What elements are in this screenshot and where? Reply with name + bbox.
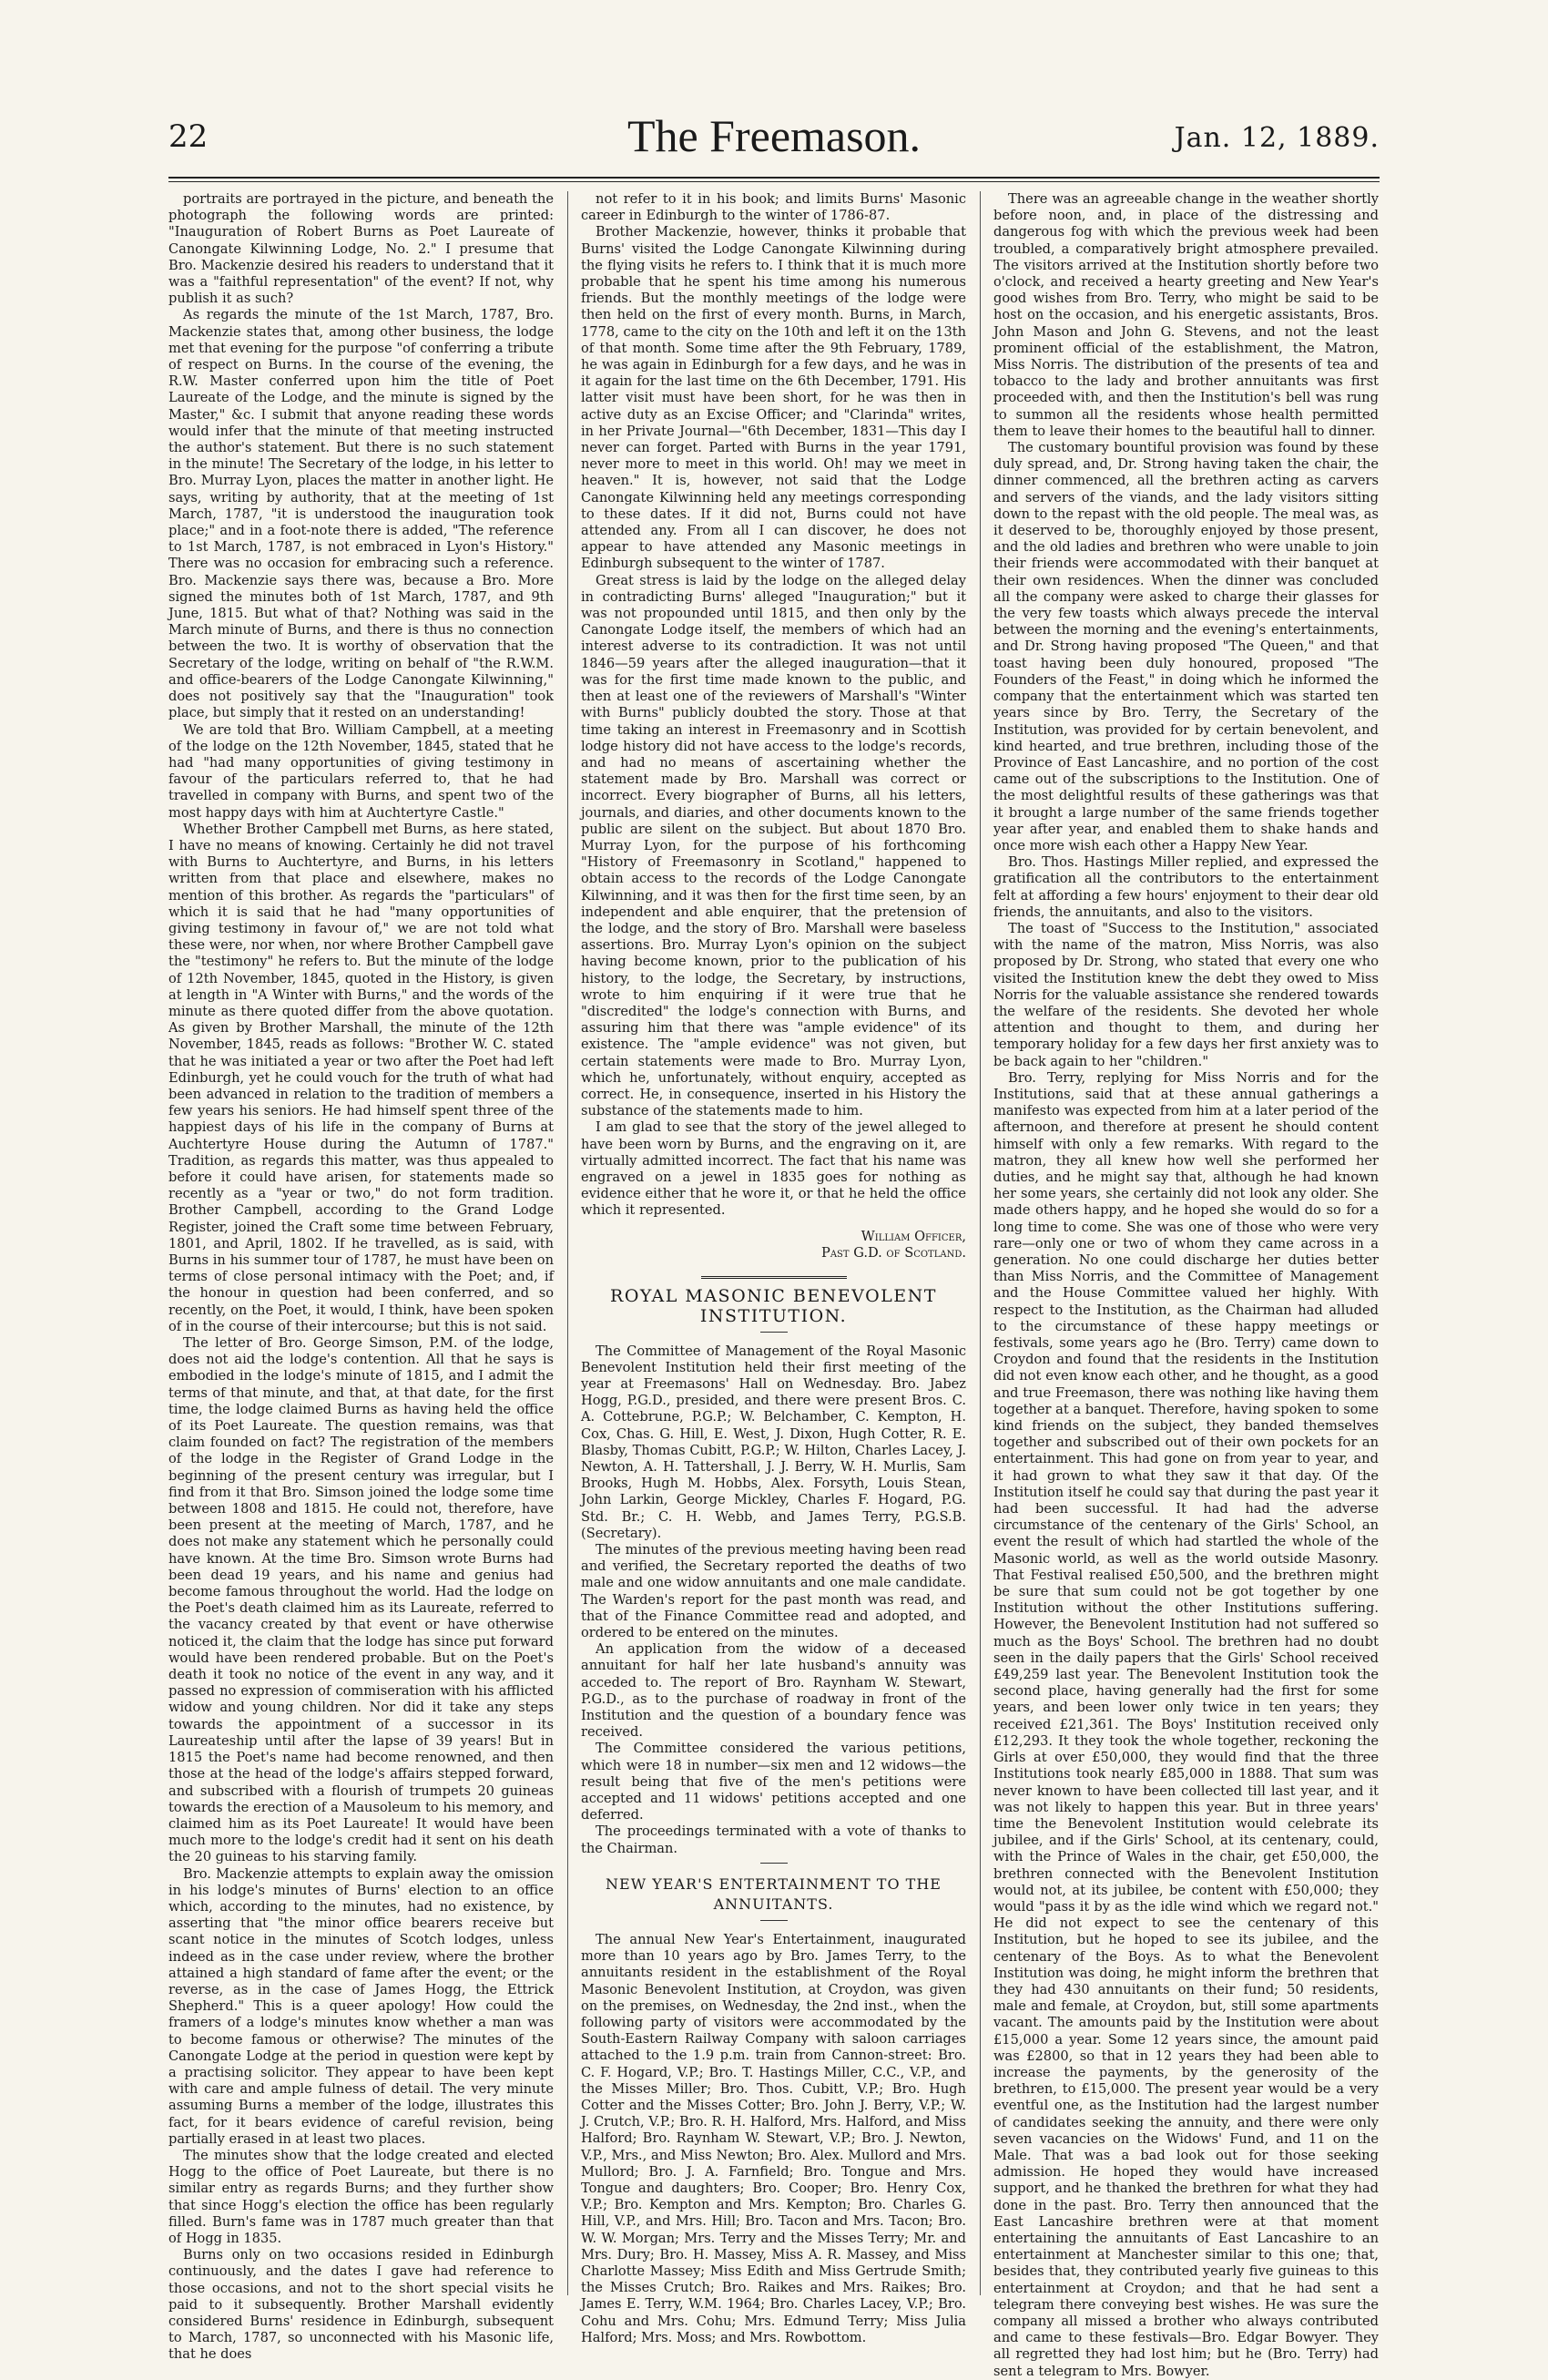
paragraph: An application from the widow of a deceased annuitant for half her late husband's annuity was acceded to. The report of Bro. Raynham W. Stewart, P.G.D., as to the purchase of roadway in front of the Institution and the question of a boundary fence was received.	[581, 1641, 966, 1741]
masthead	[168, 109, 1380, 173]
paragraph: Bro. Terry, replying for Miss Norris and for the Institutions, said that at these annual gatherings a manifesto was expected from him at a later period of the afternoon, and therefore at present he should content himself with only a few remarks. With regard to the matron, they all knew how well she performed her duties, and he might say that, although he had known her some years, she certainly did not look any older. She made others happy, and he hoped she would do so for a long time to come. She was one of those who were very rare—only one or two of whom they came across in a generation. No one could discharge her duties better than Miss Norris, and the Committee of Management and the House Committee valued her highly. With respect to the Institution, as the Chairman had alluded to the circumstance of these happy meetings or festivals, some years ago he (Bro. Terry) came down to Croydon and found that the residents in the Institution did not even know each other, and he thought, as a good and true Freemason, there was nothing like having them together at a banquet. Therefore, having spoken to some kind friends on the subject, they banded themselves together and subscribed out of their own pockets for an entertainment. This had gone on from year to year, and it had grown to what they saw it that day. Of the Institution itself he could say that during the past year it had been successful. It had had the adverse circumstance of the centenary of the Girls' School, an event the result of which had startled the whole of the Masonic world, as well as the world outside Masonry. That Festival realised £50,500, and the brethren might be sure that sum could not be got together by one Institution without the other Institutions suffering. However, the Benevolent Institution had not suffered so much as the Boys' School. The brethren had no doubt seen in the daily papers that the Girls' School received £49,259 last year. The Benevolent Institution took the second place, having generally had the first for some years, and been lower only twice in ten years; they received £21,361. The Boys' Institution received only £12,293. It they took the whole together, reckoning the Girls at over £50,000, they would find that the three Institutions took nearly £85,000 in 1888. That sum was never known to have been collected till last year, and it was not likely to happen this year. But in three years' time the Benevolent Institution would celebrate its jubilee, and if the Girls' School, at its centenary, could, with the Prince of Wales in the chair, get £50,000, the brethren connected with the Benevolent Institution would not, at its jubilee, be content with £50,000; they would "pass it by as the idle wind which we regard not." He did not expect to see the centenary of this Institution, but he hoped to see its jubilee, and the centenary of the Boys. As to what the Benevolent Institution was doing, he might inform the brethren that they had 430 annuitants on their fund; 50 residents, male and female, at Croydon, but, still some apartments vacant. The amounts paid by the Institution were about £15,000 a year. Some 12 years since, the amount paid was £2800, so that in 12 years they had been able to increase the payments, by the generosity of the brethren, to £15,000. The present year would be a very eventful one, as the Institution had the largest number of candidates seeking the annuity, and there were only seven vacancies on the Widows' Fund, and 11 on the Male. That was a bad look out for those seeking admission. He hoped they would have increased support, and he thanked the brethren for what they had done in the past. Bro. Terry then announced that the East Lancashire brethren were at that moment entertaining the annuitants of East Lancashire to an entertainment at Manchester similar to this one; that, besides that, they contributed yearly five guineas to this entertainment at Croydon; and that he had sent a telegram there conveying best wishes. He was sure the company all missed a brother who always contributed and came to these festivals—Bro. Edgar Bowyer. They all regretted they had lost him; but he (Bro. Terry) had sent a telegram to Mrs. Bowyer.	[993, 1069, 1379, 2379]
page-number: 22	[168, 118, 209, 155]
heading-rule	[760, 1332, 788, 1333]
column-3	[993, 191, 1379, 2379]
rmbi-heading: ROYAL MASONIC BENEVOLENT INSTITUTION.	[610, 1285, 937, 1326]
paragraph: Whether Brother Campbell met Burns, as here stated, I have no means of knowing. Certainly he did not travel with Burns to Auchtertyre, and Burns, in his letters written from that place and elsewhere, makes no mention of this brother. As regards the "particulars" of which it is said that he had "many opportunities of giving testimony in favour of," we are not told what these were, nor when, nor where Brother Campbell gave the "testimony" he refers to. But the minute of the lodge of 12th November, 1845, quoted in the History, is given at length in "A Winter with Burns," and the words of the minute as there quoted differ from the above quotation. As given by Brother Marshall, the minute of the 12th November, 1845, reads as follows: "Brother W. C. stated that he was initiated a year or two after the Poet had left Edinburgh, yet he could vouch for the truth of what had been advanced in relation to the tradition of members a few years his seniors. He had himself spent three of the happiest days of his life in the company of Burns at Auchtertyre House during the Autumn of 1787." Tradition, as regards this matter, was thus appealed to before it could have arisen, for statements made so recently as a "year or two," do not form tradition. Brother Campbell, according to the Grand Lodge Register, joined the Craft some time between February, 1801, and April, 1802. If he travelled, as is said, with Burns in his summer tour of 1787, he must have been on terms of close personal intimacy with the Poet; and, if the honour in question had been conferred, and so recently, on the Poet, it would, I think, have been spoken of in the course of their intercourse; but this is not said.	[168, 821, 554, 1334]
paragraph: The Committee of Management of the Royal Masonic Benevolent Institution held their first meeting of the year at Freemasons' Hall on Wednesday. Bro. Jabez Hogg, P.G.D., presided, and there were present Bros. C. A. Cottebrune, P.G.P.; W. Belchamber, C. Kempton, H. Cox, Chas. G. Hill, E. West, J. Dixon, Hugh Cotter, R. E. Blasby, Thomas Cubitt, P.G.P.; W. Hilton, Charles Lacey, J. Newton, A. H. Tattershall, J. J. Berry, W. H. Murlis, Sam Brooks, Hugh M. Hobbs, Alex. Forsyth, Louis Stean, John Larkin, George Mickley, Charles F. Hogard, P.G. Std. Br.; C. H. Webb, and James Terry, P.G.S.B. (Secretary).	[581, 1343, 966, 1541]
paragraph: portraits are portrayed in the picture, and beneath the photograph the following words are printed: "Inauguration of Robert Burns as Poet Laureate of Canongate Kilwinning Lodge, No. 2." I presume that Bro. Mackenzie desired his readers to understand that it was a "faithful representation" of the event? If not, why publish it as such?	[168, 191, 554, 307]
author-signature	[581, 1229, 966, 1262]
column-divider	[980, 191, 981, 2295]
paragraph: The customary bountiful provision was found by these duly spread, and, Dr. Strong having taken the chair, the dinner commenced, all the brethren acting as carvers and servers of the viands, and the lady visitors sitting down to the repast with the old people. The meal was, as it deserved to be, thoroughly enjoyed by those present, and the old ladies and brethren who were unable to join their friends were accommodated with their banquet at their own residences. When the dinner was concluded all the company were asked to charge their glasses for the very few toasts which always precede the interval between the morning and the evening's entertainments, and Dr. Strong having proposed "The Queen," and that toast having been duly honoured, proposed "The Founders of the Feast," in doing which he informed the company that the entertainment which was started ten years since by Bro. Terry, the Secretary of the Institution, was provided for by certain benevolent, and kind hearted, and true brethren, including those of the Province of East Lancashire, and no portion of the cost came out of the subscriptions to the Institution. One of the most delightful results of these gatherings was that it brought a large number of the same friends together year after year, and enabled them to shake hands and once more wish each other a Happy New Year.	[993, 440, 1379, 853]
paragraph: Bro. Mackenzie attempts to explain away the omission in his lodge's minutes of Burns' election to an office which, according to the minutes, had no existence, by asserting that "the minor office bearers receive but scant notice in the minutes of Scotch lodges, unless indeed as in the case under review, where the brother attained a high standard of fame after the event; or the reverse, as in the case of James Hogg, the Ettrick Shepherd." This is a queer apology! How could the framers of a lodge's minutes know whether a man was to become famous or otherwise? The minutes of the Canongate Lodge at the period in question were kept by a practising solicitor. They appear to have been kept with care and ample fulness of detail. The very minute assuming Burns a member of the lodge, illustrates this fact, for it bears evidence of careful revision, being partially erased in at least two places.	[168, 1865, 554, 2147]
issue-date: Jan. 12, 1889.	[1174, 122, 1380, 154]
paragraph: Brother Mackenzie, however, thinks it probable that Burns' visited the Lodge Canongate Kilwinning during the flying visits he refers to. I think that it is much more probable that he spent his time among his numerous friends. But the monthly meetings of the lodge were then held on the first of every month. Burns, in March, 1778, came to the city on the 10th and left it on the 13th of that month. Some time after the 9th February, 1789, he was again in Edinburgh for a few days, and he was in it again for the last time on the 6th December, 1791. His latter visit must have been short, for he was then in active duty as an Excise Officer; and "Clarinda" writes, in her Private Journal—"6th December, 1831—This day I never can forget. Parted with Burns in the year 1791, never more to meet in this world. Oh! may we meet in heaven." It is, however, not said that the Lodge Canongate Kilwinning held any meetings corresponding to these dates. If it did not, Burns could not have attended any. From all I can discover, he does not appear to have attended any Masonic meetings in Edinburgh subsequent to the winter of 1787.	[581, 224, 966, 572]
author-name: William Officer,	[861, 1228, 966, 1244]
column-2	[581, 191, 966, 2345]
column-divider	[567, 191, 568, 2295]
masthead-rule	[168, 177, 1380, 179]
heading-rule	[760, 1920, 788, 1921]
paragraph: The toast of "Success to the Institution," associated with the name of the matron, Miss Norris, was also proposed by Dr. Strong, who stated that every one who visited the Institution knew the debt they owed to Miss Norris for the valuable assistance she rendered towards the welfare of the residents. She devoted her whole attention and thought to them, and during her temporary holiday for a few days her first anxiety was to be back again to her "children."	[993, 920, 1379, 1069]
paragraph: Great stress is laid by the lodge on the alleged delay in contradicting Burns' alleged "Inauguration;" but it was not propounded until 1815, and then only by the Canongate Lodge itself, the members of which had an interest adverse to its contradiction. It was not until 1846—59 years after the alleged inauguration—that it was for the first time made known to the public, and then at least one of the reviewers of Marshall's "Winter with Burns" publicly doubted the story. Those at that time taking an interest in Freemasonry and in Scottish lodge history did not have access to the lodge's records, and had no means of ascertaining whether the statement made by Bro. Marshall was correct or incorrect. Every biographer of Burns, all his letters, journals, and diaries, and other documents known to the public are silent on the subject. But about 1870 Bro. Murray Lyon, for the purpose of his forthcoming "History of Freemasonry in Scotland," happened to obtain access to the records of the Lodge Canongate Kilwinning, and it was then for the first time seen, by an independent and able enquirer, that the pretension of the lodge, and the story of Bro. Marshall were baseless assertions. Bro. Murray Lyon's opinion on the subject having become known, prior to the publication of his history, to the lodge, the Secretary, by instructions, wrote to him enquiring if it were true that he "discredited" the lodge's connection with Burns, and assuring him that there was "ample evidence" of its existence. The "ample evidence" was not given, but certain statements were made to Bro. Murray Lyon, which he, unfortunately, without enquiry, accepted as correct. He, in consequence, inserted in his History the substance of the statements made to him.	[581, 572, 966, 1119]
article-columns	[168, 191, 1380, 2379]
paragraph: The minutes of the previous meeting having been read and verified, the Secretary reported the deaths of two male and one widow annuitants and one male candidate. The Warden's report for the past month was read, and that of the Finance Committee read and adopted, and ordered to be entered on the minutes.	[581, 1542, 966, 1641]
paragraph: Burns only on two occasions resided in Edinburgh continuously, and the dates I gave had reference to those occasions, and not to the short special visits he paid to it subsequently. Brother Marshall evidently considered Burns' residence in Edinburgh, subsequent to March, 1787, so unconnected with his Masonic life, that he does	[168, 2247, 554, 2363]
newspaper-title: The Freemason.	[626, 110, 922, 161]
paragraph: The letter of Bro. George Simson, P.M. of the lodge, does not aid the lodge's contention. All that he says is embodied in the lodge's minute of 1815, and I admit the terms of that minute, and that, at that date, for the first time, the lodge claimed Burns as having held the office of its Poet Laureate. The question remains, was that claim founded on fact? The registration of the members of the lodge in the Register of Grand Lodge in the beginning of the present century was irregular, but I find from it that Bro. Simson joined the lodge some time between 1808 and 1815. He could not, therefore, have been present at the meeting of March, 1787, and he does not make any statement which he personally could have known. At the time Bro. Simson wrote Burns had been dead 19 years, and his name and genius had become famous throughout the world. Had the lodge on the Poet's death claimed him as its Laureate, referred to the vacancy created by that event or have otherwise noticed it, the claim that the lodge has since put forward would have been rendered probable. But on the Poet's death it took no notice of the event in any way, and it passed no expression of commiseration with his afflicted widow and young children. Nor did it take any steps towards the appointment of a successor in its Laureateship until after the lapse of 39 years! But in 1815 the Poet's name had become renowned, and then those at the head of the lodge's affairs stepped forward, and subscribed with a flourish of trumpets 20 guineas towards the erection of a Mausoleum to his memory, and claimed him as its Poet Laureate! It would have been much more to the lodge's credit had it sent on his death the 20 guineas to his starving family.	[168, 1335, 554, 1865]
paragraph: Bro. Thos. Hastings Miller replied, and expressed the gratification all the contributors to the entertainment felt at affording a few hours' enjoyment to their dear old friends, the annuitants, and also to the visitors.	[993, 854, 1379, 920]
author-title: Past G.D. of Scotland.	[821, 1244, 966, 1261]
section-rule	[760, 1863, 788, 1864]
paragraph: There was an agreeable change in the weather shortly before noon, and, in place of the distressing and dangerous fog with which the previous week had been troubled, a comparatively bright atmosphere prevailed. The visitors arrived at the Institution shortly before two o'clock, and received a hearty greeting and New Year's good wishes from Bro. Terry, who might be said to be host on the occasion, and his energetic assistants, Bros. John Mason and John G. Stevens, and not the least prominent official of the establishment, the Matron, Miss Norris. The distribution of the presents of tea and tobacco to the lady and brother annuitants was first proceeded with, and then the Institution's bell was rung to summon all the residents whose health permitted them to leave their homes to the beautiful hall to dinner.	[993, 191, 1379, 439]
paragraph: The proceedings terminated with a vote of thanks to the Chairman.	[581, 1823, 966, 1856]
new-year-heading: NEW YEAR'S ENTERTAINMENT TO THE ANNUITANTS.	[606, 1874, 942, 1913]
paragraph: We are told that Bro. William Campbell, at a meeting of the lodge on the 12th November, 1845, stated that he had "had many opportunities of giving testimony in favour of the particulars referred to, that he had travelled in company with Burns, and spent two of the most happy days with him at Auchtertyre Castle."	[168, 721, 554, 821]
column-1	[168, 191, 554, 2363]
paragraph: The Committee considered the various petitions, which were 18 in number—six men and 12 widows—the result being that five of the men's petitions were accepted and 11 widows' petitions accepted and one deferred.	[581, 1741, 966, 1823]
paragraph: The minutes show that the lodge created and elected Hogg to the office of Poet Laureate, but there is no similar entry as regards Burns; and they further show that since Hogg's election the office has been regularly filled. Burn's fame was in 1787 much greater than that of Hogg in 1835.	[168, 2147, 554, 2246]
paragraph: I am glad to see that the story of the jewel alleged to have been worn by Burns, and the engraving on it, are virtually admitted incorrect. The fact that his name was engraved on a jewel in 1835 goes for nothing as evidence either that he wore it, or that he held the office which it represented.	[581, 1119, 966, 1219]
paragraph: The annual New Year's Entertainment, inaugurated more than 10 years ago by Bro. James Terry, to the annuitants resident in the establishment of the Royal Masonic Benevolent Institution, at Croydon, was given on the premises, on Wednesday, the 2nd inst., when the following party of visitors were accommodated by the South-Eastern Railway Company with saloon carriages attached to the 1.9 p.m. train from Cannon-street: Bro. C. F. Hogard, V.P.; Bro. T. Hastings Miller, C.C., V.P., and the Misses Miller; Bro. Thos. Cubitt, V.P.; Bro. Hugh Cotter and the Misses Cotter; Bro. John J. Berry, V.P.; W. J. Crutch, V.P.; Bro. R. H. Halford, Mrs. Halford, and Miss Halford; Bro. Raynham W. Stewart, V.P.; Bro. J. Newton, V.P., Mrs., and Miss Newton; Bro. Alex. Mullord and Mrs. Mullord; Bro. J. A. Farnfield; Bro. Tongue and Mrs. Tongue and daughters; Bro. Cooper; Bro. Henry Cox, V.P.; Bro. Kempton and Mrs. Kempton; Bro. Charles G. Hill, V.P., and Mrs. Hill; Bro. Tacon and Mrs. Tacon; Bro. W. W. Morgan; Mrs. Terry and the Misses Terry; Mr. and Mrs. Dury; Bro. H. Massey, Miss A. R. Massey, and Miss Charlotte Massey; Miss Edith and Miss Gertrude Smith; the Misses Crutch; Bro. Raikes and Mrs. Raikes; Bro. James E. Terry, W.M. 1964; Bro. Charles Lacey, V.P.; Bro. Cohu and Mrs. Cohu; Mrs. Edmund Terry; Miss Julia Halford; Mrs. Moss; and Mrs. Rowbottom.	[581, 1931, 966, 2345]
section-separator	[701, 1276, 847, 1279]
paragraph: As regards the minute of the 1st March, 1787, Bro. Mackenzie states that, among other business, the lodge met that evening for the purpose "of conferring a tribute of respect on Burns. In the course of the evening, the R.W. Master conferred upon him the title of Poet Laureate of the Lodge, and the minute is signed by the Master," &c. I submit that anyone reading these words would infer that the minute of that meeting instructed the author's statement. But there is no such statement in the minute! The Secretary of the lodge, in his letter to Bro. Murray Lyon, places the matter in another light. He says, writing by authority, that at the meeting of 1st March, 1787, "it is understood the inauguration took place;" and in a foot-note there is added, "The reference to 1st March, 1787, is not embraced in Lyon's History." There was no occasion for embracing such a reference. Bro. Mackenzie says there was, because a Bro. More signed the minutes both of 1st March, 1787, and 9th June, 1815. But what of that? Nothing was said in the March minute of Burns, and there is thus no connection between the two. It is worthy of observation that the Secretary of the lodge, writing on behalf of "the R.W.M. and office-bearers of the Lodge Canongate Kilwinning," does not positively say that the "Inauguration" took place, but simply that it rested on an understanding!	[168, 307, 554, 721]
paragraph: not refer to it in his book; and limits Burns' Masonic career in Edinburgh to the winter of 1786-87.	[581, 191, 966, 224]
masthead-rule-thin	[168, 181, 1380, 182]
